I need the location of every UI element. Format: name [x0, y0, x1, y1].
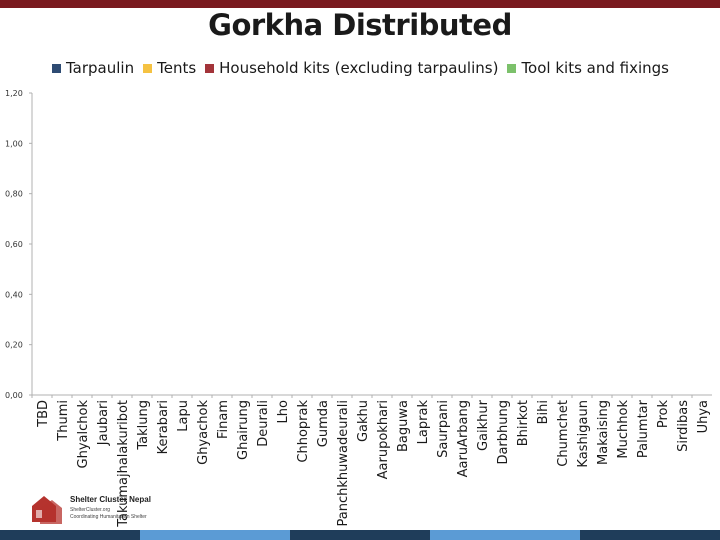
shelter-cluster-logo [30, 492, 210, 528]
x-tick-label: Gaikhur [476, 400, 491, 452]
x-tick-label: Taklung [136, 400, 151, 450]
x-tick-label: Baguwa [396, 400, 411, 452]
x-tick-label: Gumda [316, 400, 331, 448]
x-tick-label: Takumajhalakuribot [116, 400, 131, 527]
x-tick-label: Lapu [176, 400, 191, 432]
x-tick-label: Jaubari [96, 400, 111, 446]
x-tick-label: Ghyalchok [76, 400, 91, 469]
x-tick-label: Uhya [696, 400, 711, 434]
x-tick-label: Makaising [596, 400, 611, 465]
legend-label: Tents [157, 59, 197, 77]
y-tick-label: 0,00 [5, 391, 23, 400]
x-tick-label: Sirdibas [676, 400, 691, 452]
bottom-bar-segment [580, 530, 720, 540]
x-tick-label: Chhoprak [296, 400, 311, 463]
x-tick-label: Bhirkot [516, 400, 531, 447]
y-tick-label: 1,20 [5, 89, 23, 98]
chart-title: Gorkha Distributed [208, 8, 512, 42]
legend-label: Tool kits and fixings [521, 59, 669, 77]
x-tick-label: Ghairung [236, 400, 251, 460]
x-tick-label: Ghyachok [196, 400, 211, 465]
x-tick-label: Kerabari [156, 400, 171, 455]
x-tick-label: Lho [276, 400, 291, 424]
x-tick-label: Prok [656, 400, 671, 429]
y-tick-label: 1,00 [5, 139, 23, 149]
x-tick-label: AaruArbang [456, 400, 471, 478]
y-tick-label: 0,20 [5, 340, 23, 350]
x-tick-label: Bihi [536, 400, 551, 425]
x-tick-label: Deurali [256, 400, 271, 447]
x-tick-label: Thumi [56, 400, 71, 441]
house-logo-icon [30, 492, 64, 526]
x-tick-label: Kashigaun [576, 400, 591, 468]
bottom-bar-segment [430, 530, 580, 540]
x-tick-label: Darbhung [496, 400, 511, 465]
x-tick-label: Muchhok [616, 400, 631, 459]
legend-label: Household kits (excluding tarpaulins) [219, 59, 499, 77]
y-tick-label: 0,80 [5, 189, 23, 199]
x-tick-label: Laprak [416, 400, 431, 445]
x-tick-label: Saurpani [436, 400, 451, 458]
x-tick-label: Aarupokhari [376, 400, 391, 480]
x-tick-label: Gakhu [356, 400, 371, 443]
logo-subtitle: ShelterCluster.org [70, 507, 111, 513]
bottom-accent-bar [0, 530, 720, 540]
y-tick-label: 0,40 [5, 290, 23, 300]
x-tick-label: Finam [216, 400, 231, 440]
logo-title: Shelter Cluster Nepal [70, 495, 151, 504]
bottom-bar-segment [290, 530, 430, 540]
x-tick-label: Palumtar [636, 400, 651, 459]
bottom-bar-segment [0, 530, 140, 540]
bottom-bar-segment [140, 530, 290, 540]
logo-tagline: Coordinating Humanitarian Shelter [70, 514, 147, 520]
legend-label: Tarpaulin [66, 59, 135, 77]
x-tick-label: Chumchet [556, 400, 571, 467]
x-tick-label: TBD [36, 400, 51, 427]
y-tick-label: 0,60 [5, 240, 23, 249]
x-tick-label: Panchkhuwadeurali [336, 400, 351, 527]
